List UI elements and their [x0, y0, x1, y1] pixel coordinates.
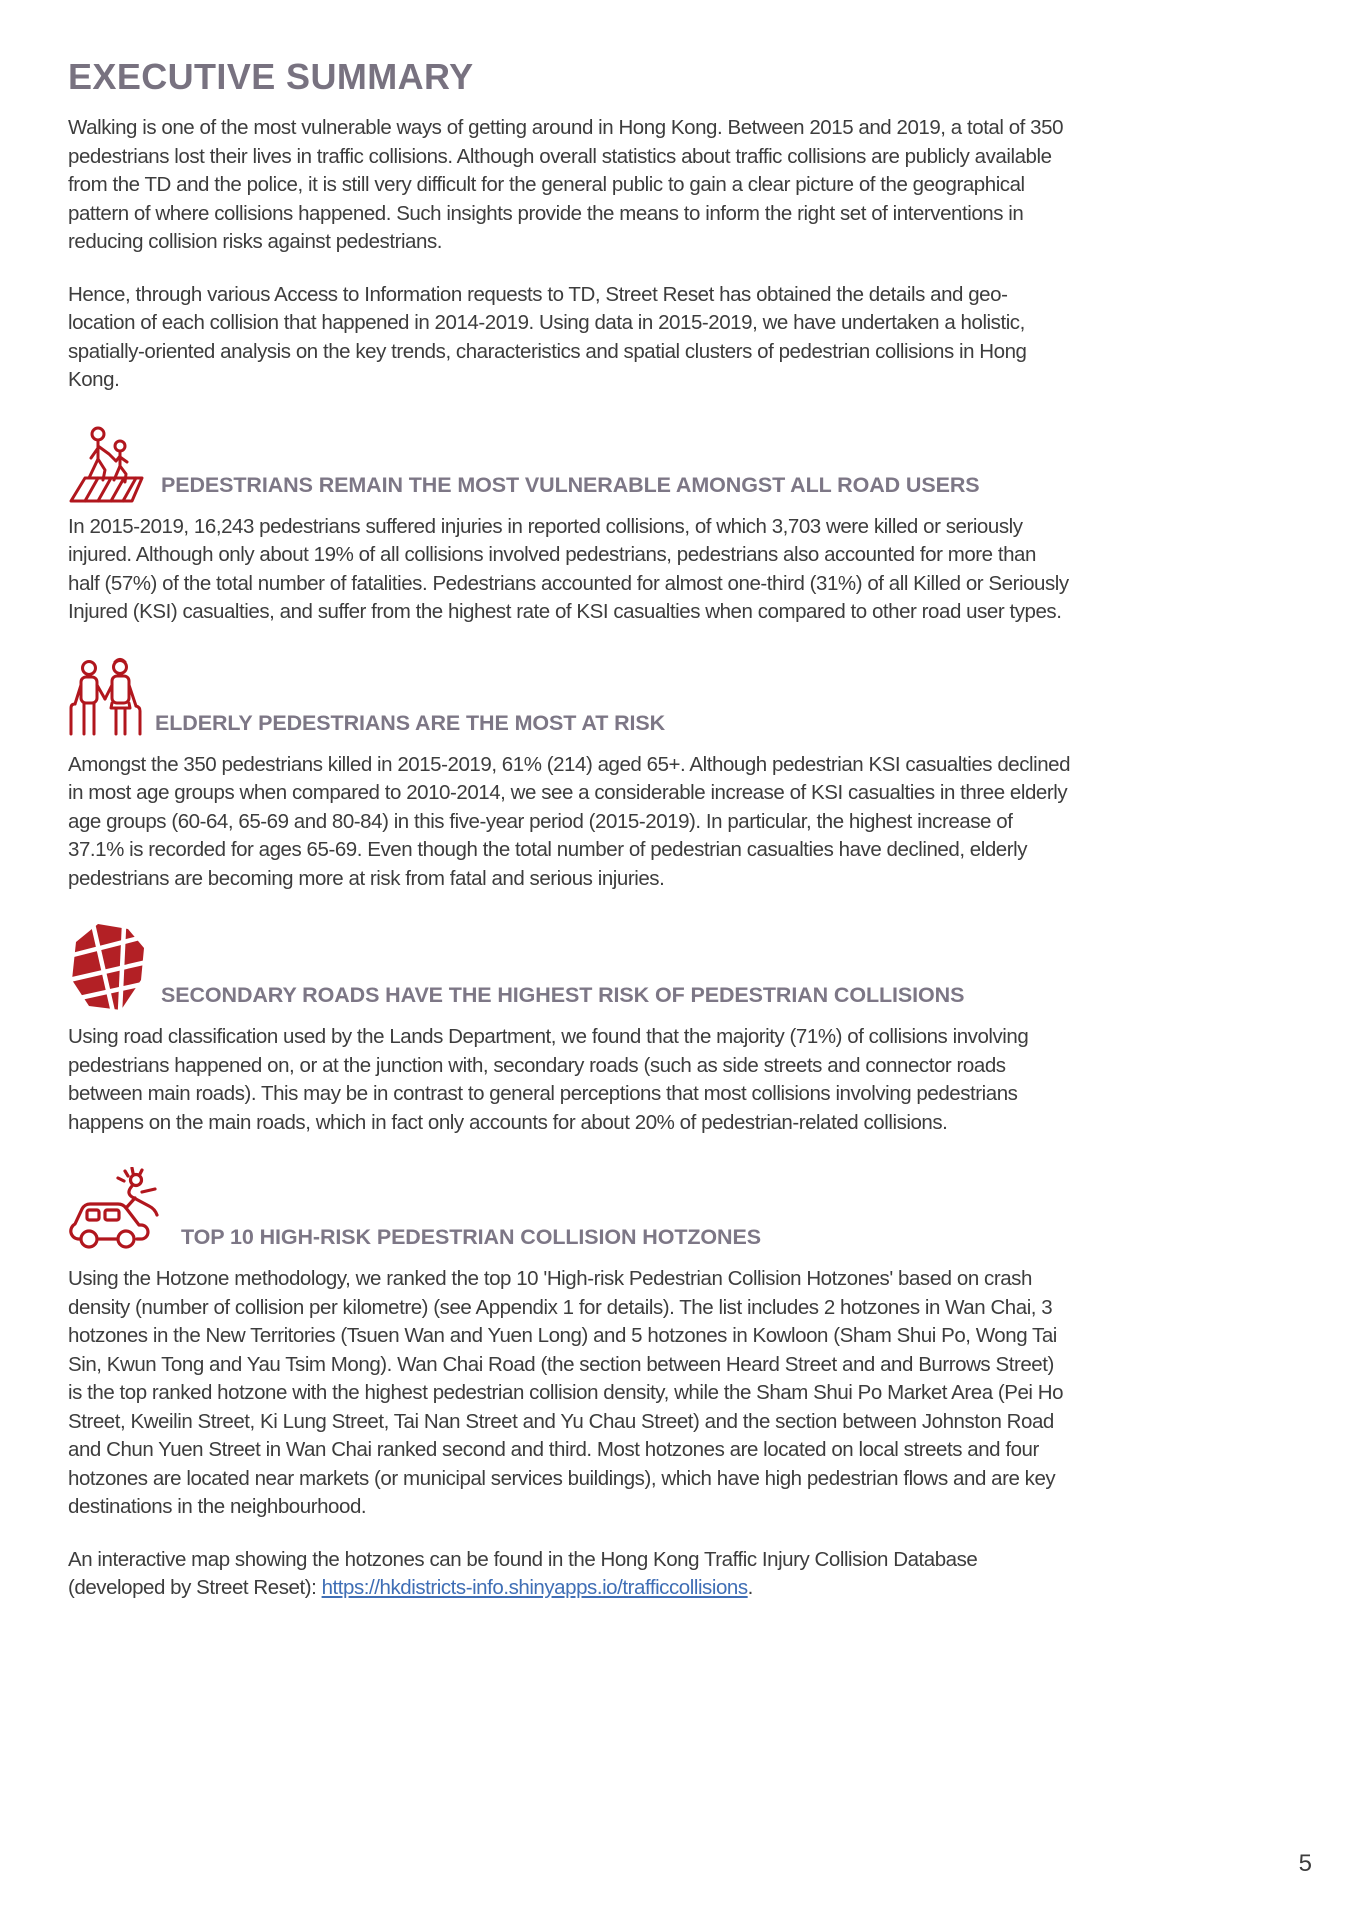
- section-heading-row: [68, 923, 1072, 1013]
- page-number: 5: [1298, 1850, 1312, 1877]
- section-heading: TOP 10 HIGH-RISK PEDESTRIAN COLLISION HOTZONES: [181, 1225, 761, 1249]
- page-content: [68, 56, 1072, 1603]
- footer-text-before: An interactive map showing the hotzones can be found in the Hong Kong Traffic Injury Collision Database (developed by Street Reset):: [68, 1547, 978, 1599]
- crosswalk-pedestrians-icon: [68, 425, 148, 503]
- footer-paragraph: [68, 1546, 1072, 1603]
- page-title: EXECUTIVE SUMMARY: [68, 56, 474, 97]
- section-top10-hotzones: [68, 1167, 1072, 1522]
- section-paragraph: Using the Hotzone methodology, we ranked the top 10 'High-risk Pedestrian Collision Hotzones' based on crash density (number of collision per kilometre) (see Appendix 1 for details). The list includes 2 hotzones in Wan Chai, 3 hotzones in the New Territories (Tsuen Wan and Yuen Long) and 5 hotzones in Kowloon (Sham Shui Po, Wong Tai Sin, Kwun Tong and Yau Tsim Mong). Wan Chai Road (the section between Heard Street and and Burrows Street) is the top ranked hotzone with the highest pedestrian collision density, while the Sham Shui Po Market Area (Pei Ho Street, Kweilin Street, Ki Lung Street, Tai Nan Street and Yu Chau Street) and the section between Johnston Road and Chun Yuen Street in Wan Chai ranked second and third. Most hotzones are located on local streets and four hotzones are located near markets (or municipal services buildings), which have high pedestrian flows and are key destinations in the neighbourhood.: [68, 1267, 1064, 1518]
- section-pedestrians-vulnerable: [68, 425, 1072, 627]
- section-heading: SECONDARY ROADS HAVE THE HIGHEST RISK OF PEDESTRIAN COLLISIONS: [161, 983, 965, 1007]
- section-secondary-roads: [68, 923, 1072, 1137]
- section-heading-row: [68, 425, 1072, 503]
- section-heading-row: [68, 657, 1072, 741]
- intro-paragraph-2: Hence, through various Access to Information requests to TD, Street Reset has obtained the details and geo-location of each collision that happened in 2014-2019. Using data in 2015-2019, we have undertaken a holistic, spatially-oriented analysis on the key trends, characteristics and spatial clusters of pedestrian collisions in Hong Kong.: [68, 282, 1027, 391]
- section-paragraph: Using road classification used by the Lands Department, we found that the majority (71%) of collisions involving pedestrians happened on, or at the junction with, secondary roads (such as side streets and connector roads between main roads). This may be in contrast to general perceptions that most collisions involving pedestrians happens on the main roads, which in fact only accounts for about 20% of pedestrian-related collisions.: [68, 1025, 1029, 1134]
- car-pedestrian-collision-icon: [68, 1167, 168, 1255]
- section-paragraph: In 2015-2019, 16,243 pedestrians suffered injuries in reported collisions, of which 3,703 were killed or seriously injured. Although only about 19% of all collisions involved pedestrians, pedestrians also accounted for more than half (57%) of the total number of fatalities. Pedestrians accounted for almost one-third (31%) of all Killed or Seriously Injured (KSI) casualties, and suffer from the highest rate of KSI casualties when compared to other road user types.: [68, 514, 1069, 623]
- section-elderly-at-risk: [68, 657, 1072, 894]
- section-paragraph: Amongst the 350 pedestrians killed in 2015-2019, 61% (214) aged 65+. Although pedestrian KSI casualties declined in most age groups when compared to 2010-2014, we see a considerable increase of KSI casualties in three elderly age groups (60-64, 65-69 and 80-84) in this five-year period (2015-2019). In particular, the highest increase of 37.1% is recorded for ages 65-69. Even though the total number of pedestrian casualties have declined, elderly pedestrians are becoming more at risk from fatal and serious injuries.: [68, 752, 1071, 890]
- footer-text-after: .: [747, 1576, 753, 1599]
- section-heading: PEDESTRIANS REMAIN THE MOST VULNERABLE AMONGST ALL ROAD USERS: [161, 472, 980, 497]
- traffic-collisions-link[interactable]: https://hkdistricts-info.shinyapps.io/trafficcollisions: [321, 1576, 748, 1599]
- elderly-couple-icon: [68, 657, 142, 741]
- section-heading-row: [68, 1167, 1072, 1255]
- road-map-icon: [68, 923, 148, 1013]
- section-heading: ELDERLY PEDESTRIANS ARE THE MOST AT RISK: [155, 710, 666, 735]
- intro-paragraph-1: Walking is one of the most vulnerable ways of getting around in Hong Kong. Between 2015 and 2019, a total of 350 pedestrians lost their lives in traffic collisions. Although overall statistics about traffic collisions are publicly available from the TD and the police, it is still very difficult for the general public to gain a clear picture of the geographical pattern of where collisions happened. Such insights provide the means to inform the right set of interventions in reducing collision risks against pedestrians.: [68, 116, 1064, 253]
